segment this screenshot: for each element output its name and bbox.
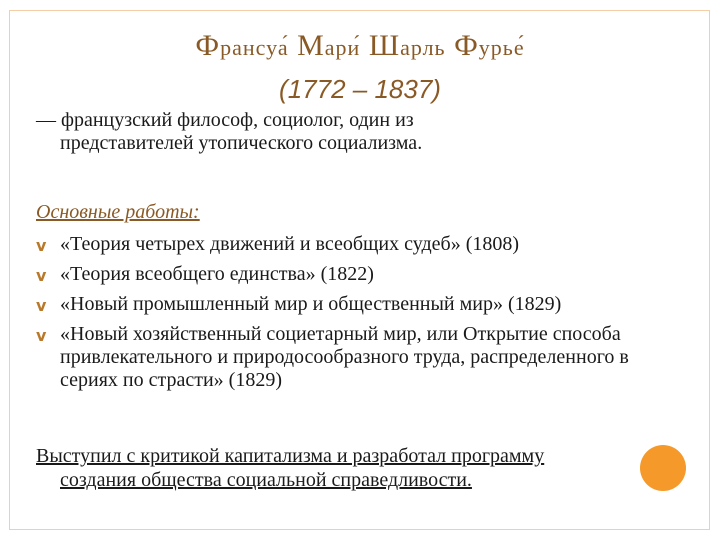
list-item-text: «Новый промышленный мир и общественный мир» (1829)	[60, 293, 562, 315]
conclusion-line: Выступил с критикой капитализма и разработал программу	[36, 445, 545, 467]
list-item	[36, 293, 686, 316]
list-item	[36, 233, 686, 256]
intro-line: — французский философ, социолог, один из	[36, 109, 414, 131]
title-word: Фурье́	[454, 29, 525, 62]
list-item-text: «Теория четырех движений и всеобщих судеб» (1808)	[60, 233, 520, 255]
title-word: Мари́	[297, 29, 361, 62]
list-item-text: «Новый хозяйственный социетарный мир, или Открытие способа привлекательного и природосообразного труда, распределенного в сериях по страсти» (1829)	[60, 323, 629, 391]
intro-line: представителей утопического социализма.	[60, 132, 423, 154]
title-word: Франсуа́	[195, 29, 289, 62]
checkmark-v-icon: v	[36, 296, 47, 315]
list-item	[36, 263, 686, 286]
decorative-circle	[640, 445, 686, 491]
list-item	[36, 323, 686, 392]
title-name	[0, 28, 720, 66]
list-item-text: «Теория всеобщего единства» (1822)	[60, 263, 374, 285]
title-years: (1772 – 1837)	[279, 74, 441, 104]
conclusion-paragraph	[36, 444, 676, 492]
intro-paragraph	[36, 109, 676, 155]
slide-title	[0, 28, 720, 106]
checkmark-v-icon: v	[36, 236, 47, 255]
works-list	[36, 233, 686, 392]
checkmark-v-icon: v	[36, 266, 47, 285]
works-heading: Основные работы:	[36, 201, 200, 223]
conclusion-line: создания общества социальной справедливости.	[60, 469, 472, 491]
title-word: Шарль	[368, 29, 446, 62]
checkmark-v-icon: v	[36, 326, 47, 345]
